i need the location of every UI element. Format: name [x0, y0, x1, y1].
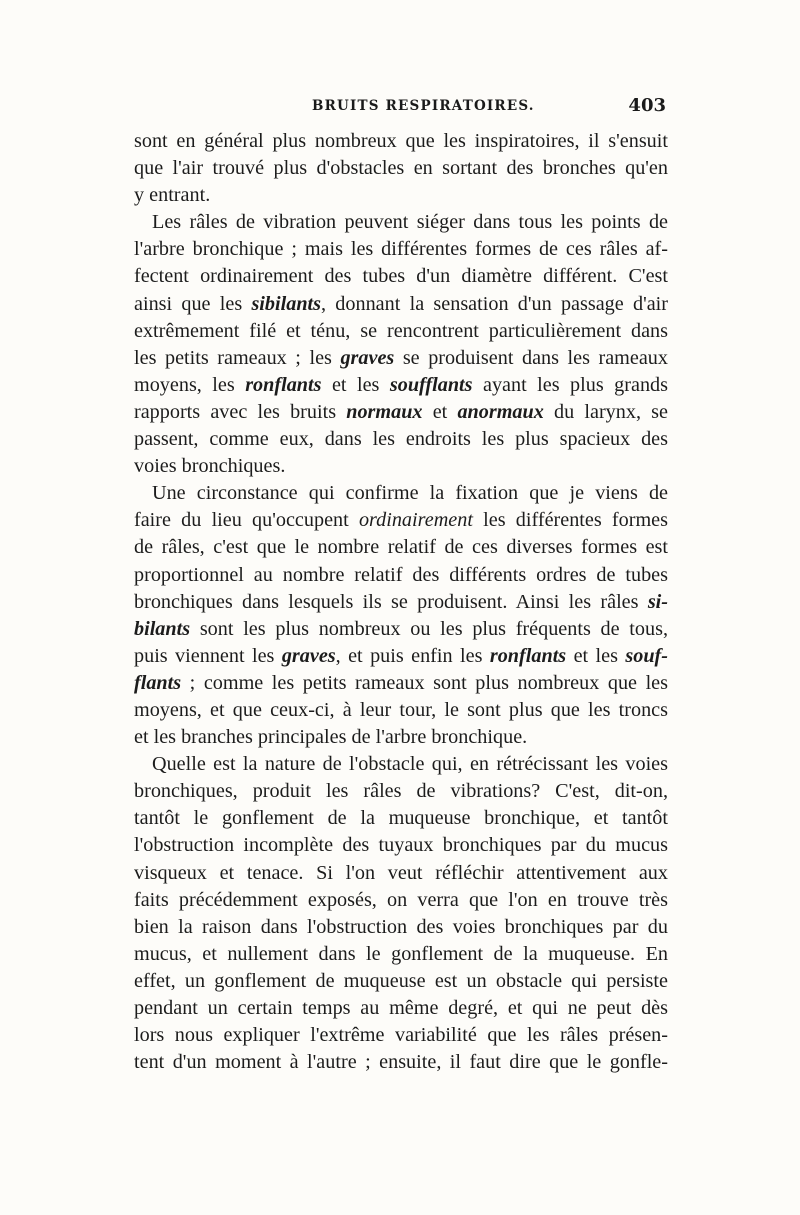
- text-line: [134, 399, 668, 426]
- text-run: et les: [566, 644, 626, 667]
- body-text: [134, 128, 668, 1076]
- text-run: ; comme les petits rameaux sont plus nombreux que les: [181, 671, 668, 694]
- text-run: , donnant la sensation d'un passage d'air: [321, 292, 668, 315]
- italic-term: bilants: [134, 617, 191, 640]
- text-line: [134, 507, 668, 534]
- italic-term: soufflants: [389, 373, 473, 396]
- text-run: les petits rameaux ; les: [134, 346, 341, 369]
- text-line: passent, comme eux, dans les endroits les plus spacieux des: [134, 428, 668, 451]
- text-line: mucus, et nullement dans le gonflement de la muqueuse. En: [134, 942, 668, 965]
- text-line: l'arbre bronchique ; mais les différentes formes de ces râles af-: [134, 238, 668, 261]
- text-line: extrêmement filé et ténu, se rencontrent particulièrement dans: [134, 319, 668, 342]
- italic-term: anormaux: [457, 400, 544, 423]
- text-line: visqueux et tenace. Si l'on veut réfléchir attentivement aux: [134, 861, 668, 884]
- text-line: bronchiques, produit les râles de vibrations? C'est, dit-on,: [134, 780, 668, 803]
- text-line: que l'air trouvé plus d'obstacles en sortant des bronches qu'en: [134, 157, 668, 180]
- text-line: lors nous expliquer l'extrême variabilité que les râles présen-: [134, 1024, 668, 1047]
- text-line: voies bronchiques.: [134, 455, 286, 478]
- text-run: et les: [321, 373, 390, 396]
- italic-term: si-: [647, 590, 668, 613]
- text-run: moyens, les: [134, 373, 246, 396]
- italic-term: ordinairement: [358, 509, 473, 532]
- text-run: rapports avec les bruits: [134, 400, 347, 423]
- text-run: ainsi que les: [134, 292, 252, 315]
- text-run: les différentes formes: [472, 509, 668, 532]
- text-line: et les branches principales de l'arbre bronchique.: [134, 726, 528, 749]
- text-run: puis viennent les: [134, 644, 282, 667]
- text-line: Une circonstance qui confirme la fixation que je viens de: [152, 482, 668, 505]
- italic-term: normaux: [346, 400, 423, 423]
- page-number: 403: [628, 95, 666, 116]
- text-run: bronchiques dans lesquels ils se produisent. Ainsi les râles: [134, 590, 648, 613]
- text-line: proportionnel au nombre relatif des différents ordres de tubes: [134, 563, 668, 586]
- text-run: et: [422, 400, 458, 423]
- text-line: [134, 291, 668, 318]
- text-line: Les râles de vibration peuvent siéger dans tous les points de: [152, 211, 668, 234]
- text-line: faits précédemment exposés, on verra que l'on en trouve très: [134, 888, 668, 911]
- page-header: [134, 95, 666, 120]
- italic-term: sibilants: [251, 292, 322, 315]
- italic-term: souf-: [625, 644, 668, 667]
- italic-term: ronflants: [489, 644, 567, 667]
- text-line: de râles, c'est que le nombre relatif de ces diverses formes est: [134, 536, 668, 559]
- text-line: [134, 670, 668, 697]
- text-line: moyens, et que ceux-ci, à leur tour, le sont plus que les troncs: [134, 698, 668, 721]
- text-run: se produisent dans les rameaux: [394, 346, 668, 369]
- text-line: [134, 345, 668, 372]
- text-line: [134, 589, 668, 616]
- italic-term: graves: [281, 644, 336, 667]
- text-line: effet, un gonflement de muqueuse est un obstacle qui persiste: [134, 969, 668, 992]
- text-line: tent d'un moment à l'autre ; ensuite, il faut dire que le gonfle-: [134, 1051, 668, 1074]
- text-line: Quelle est la nature de l'obstacle qui, en rétrécissant les voies: [152, 753, 668, 776]
- text-run: faire du lieu qu'occupent: [134, 509, 359, 532]
- italic-term: ronflants: [245, 373, 322, 396]
- text-line: l'obstruction incomplète des tuyaux bronchiques par du mucus: [134, 834, 668, 857]
- italic-term: graves: [340, 346, 395, 369]
- text-run: sont les plus nombreux ou les plus fréquents de tous,: [190, 617, 668, 640]
- text-line: [134, 372, 668, 399]
- text-line: sont en général plus nombreux que les inspiratoires, il s'ensuit: [134, 130, 668, 152]
- text-line: tantôt le gonflement de la muqueuse bronchique, et tantôt: [134, 807, 668, 830]
- text-run: du larynx, se: [543, 400, 668, 423]
- text-run: ayant les plus grands: [472, 373, 668, 396]
- running-title: BRUITS RESPIRATOIRES.: [312, 98, 535, 114]
- italic-term: flants: [134, 671, 182, 694]
- text-line: [134, 643, 668, 670]
- text-line: pendant un certain temps au même degré, et qui ne peut dès: [134, 997, 668, 1019]
- text-line: fectent ordinairement des tubes d'un diamètre différent. C'est: [134, 265, 668, 288]
- text-line: [134, 616, 668, 643]
- text-line: bien la raison dans l'obstruction des voies bronchiques par du: [134, 915, 668, 938]
- text-run: , et puis enfin les: [335, 644, 490, 667]
- text-line: y entrant.: [134, 184, 211, 207]
